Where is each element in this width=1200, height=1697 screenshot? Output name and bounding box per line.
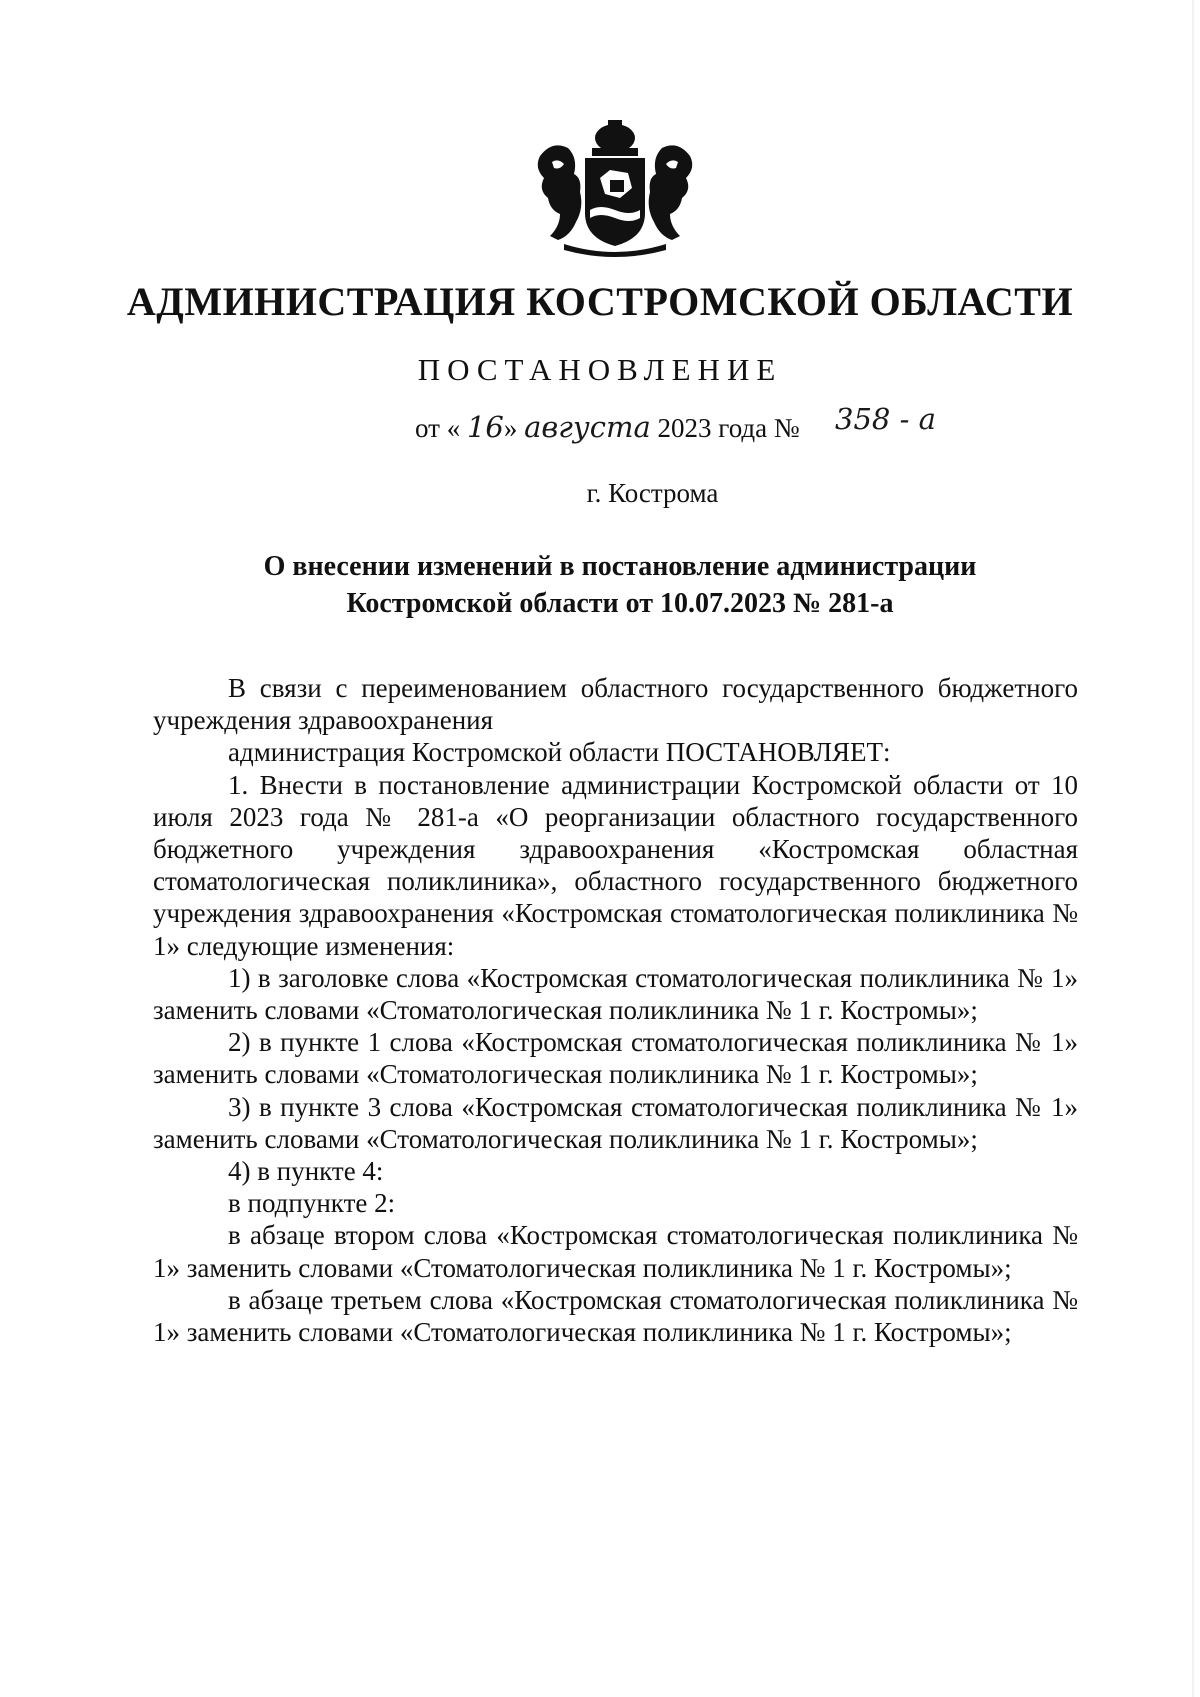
document-body bbox=[153, 672, 1078, 1348]
body-paragraph: 1. Внести в постановление администрации Костромской области от 10 июля 2023 года № 281-а «О реорганизации областного государственного бюджетного учреждения здравоохранения «Костромская областная стоматологическая поликлиника», областного государственного бюджетного учреждения здравоохранения «Костромская стоматологическая поликлиника № 1» следующие изменения: bbox=[153, 769, 1078, 961]
body-paragraph: 3) в пункте 3 слова «Костромская стоматологическая поликлиника № 1» заменить словами «Стоматологическая поликлиника № 1 г. Костромы»; bbox=[153, 1091, 1078, 1154]
scan-edge-divider bbox=[1192, 0, 1194, 1697]
body-paragraph: В связи с переименованием областного государственного бюджетного учреждения здравоохранения bbox=[153, 673, 1078, 736]
subject-line-2: Костромской области от 10.07.2023 № 281-а bbox=[346, 588, 894, 619]
body-paragraph: в абзаце втором слова «Костромская стоматологическая поликлиника № 1» заменить словами «Стоматологическая поликлиника № 1 г. Костромы»; bbox=[153, 1220, 1078, 1283]
body-paragraph: в абзаце третьем слова «Костромская стоматологическая поликлиника № 1» заменить словами «Стоматологическая поликлиника № 1 г. Костромы»; bbox=[153, 1284, 1078, 1348]
date-line bbox=[415, 402, 936, 444]
date-prefix: от « bbox=[415, 413, 461, 443]
date-month-handwritten: августа bbox=[524, 410, 651, 444]
body-paragraph: 4) в пункте 4: bbox=[228, 1156, 384, 1187]
date-day-handwritten: 16 bbox=[466, 410, 504, 444]
subject-line-1: О внесении изменений в постановление администрации bbox=[263, 551, 977, 582]
document-number-handwritten: 358 - а bbox=[835, 402, 936, 436]
document-type: ПОСТАНОВЛЕНИЕ bbox=[417, 352, 783, 387]
date-year-text: 2023 года № bbox=[657, 413, 800, 443]
body-paragraph: 1) в заголовке слова «Костромская стоматологическая поликлиника № 1» заменить словами «Стоматологическая поликлиника № 1 г. Костромы»; bbox=[153, 962, 1078, 1026]
document-subject bbox=[150, 548, 1090, 622]
body-paragraph: в подпункте 2: bbox=[228, 1188, 396, 1219]
body-paragraph: администрация Костромской области ПОСТАНОВЛЯЕТ: bbox=[228, 737, 891, 768]
organization-title: АДМИНИСТРАЦИЯ КОСТРОМСКОЙ ОБЛАСТИ bbox=[126, 279, 1074, 324]
date-quote-close: » bbox=[503, 413, 518, 443]
city-line: г. Кострома bbox=[586, 478, 719, 508]
body-paragraph: 2) в пункте 1 слова «Костромская стоматологическая поликлиника № 1» заменить словами «Стоматологическая поликлиника № 1 г. Костромы»; bbox=[153, 1027, 1078, 1090]
kostroma-coat-of-arms-icon bbox=[530, 118, 700, 258]
